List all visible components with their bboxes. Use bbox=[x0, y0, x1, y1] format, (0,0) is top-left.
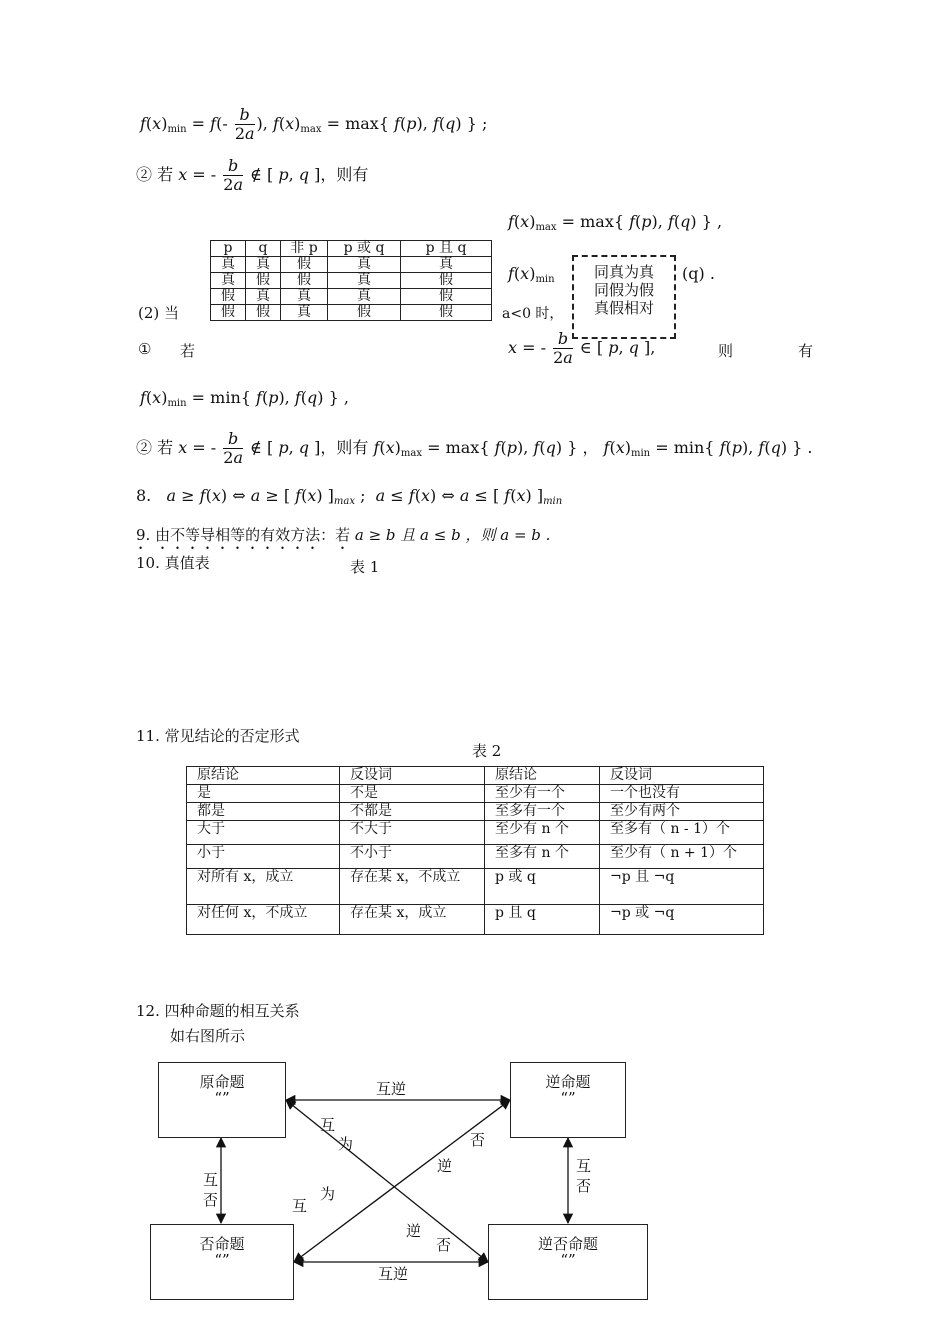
bottom-relation-label: 互逆 bbox=[378, 1265, 409, 1283]
table-row: 对所有 x，成立 存在某 x，不成立 p 或 q ¬p 且 ¬q bbox=[187, 869, 764, 905]
diag-label-wei-1: 为 bbox=[338, 1135, 354, 1153]
truth-table-header: p q 非 p p 或 q p 且 q bbox=[211, 241, 492, 257]
ze-label: 则 bbox=[718, 342, 734, 360]
table-row: 假 真 真 真 假 bbox=[211, 289, 492, 305]
formula-line-4-right: (q) . bbox=[682, 264, 715, 283]
table-row: 大于 不大于 至少有 n 个 至多有（ n - 1）个 bbox=[187, 821, 764, 845]
item-12: 12. 四种命题的相互关系 bbox=[136, 1002, 300, 1020]
table-2-caption: 表 2 bbox=[472, 742, 502, 760]
left-relation-label: 互 否 bbox=[203, 1171, 219, 1209]
box-converse-proposition: 逆命题 “” bbox=[510, 1062, 626, 1138]
item-9: 9. 由不等导相等的有效方法：若 a ≥ b 且 a ≤ b ，则 a = b . bbox=[136, 526, 551, 544]
table-row: 都是 不都是 至多有一个 至少有两个 bbox=[187, 803, 764, 821]
table-1-caption: 表 1 bbox=[350, 558, 380, 576]
box-inverse-proposition: 否命题 “” bbox=[150, 1224, 294, 1300]
formula-line-1: $f(x)_{min} = f(-$ $\frac{b}{2a}$ ), $f(x)_{max} = \max${ f(p), f(q) } ; bbox=[140, 105, 488, 143]
formula-line-5: x = - $\frac{b}{2a}$ ∈ [ p, q ], bbox=[508, 329, 656, 367]
table-row: 假 假 真 假 假 bbox=[211, 305, 492, 321]
diag-label-ni-2: 逆 bbox=[406, 1222, 422, 1240]
diag-label-hu-2: 互 bbox=[292, 1197, 308, 1215]
item-11: 11. 常见结论的否定形式 bbox=[136, 727, 300, 745]
item-12-sub: 如右图所示 bbox=[170, 1027, 246, 1045]
box-contrapositive-proposition: 逆否命题 “” bbox=[488, 1224, 648, 1300]
case-2-label: (2) 当 bbox=[138, 304, 180, 322]
diag-label-fou-1: 否 bbox=[470, 1131, 486, 1149]
a-lt-0-label: a<0 时， bbox=[502, 306, 564, 322]
formula-line-2: ② 若 x = - $\frac{b}{2a}$ ∉ [ p, q ]，则有 bbox=[136, 156, 369, 194]
formula-line-4-left: $f(x)_{min}$ bbox=[508, 264, 555, 285]
table-row: 真 真 假 真 真 bbox=[211, 257, 492, 273]
table-row: 小于 不小于 至多有 n 个 至少有（ n + 1）个 bbox=[187, 845, 764, 869]
diag-label-ni-1: 逆 bbox=[437, 1157, 453, 1175]
table-row: 是 不是 至少有一个 一个也没有 bbox=[187, 785, 764, 803]
diag-label-wei-2: 为 bbox=[320, 1185, 336, 1203]
diag-label-hu-1: 互 bbox=[320, 1116, 336, 1134]
item-8: 8. a ≥ f(x) ⇔ a ≥ [ f(x) ]$_{max}$ ; a ≤ f(x) ⇔ a ≤ [ f(x) ]$_{min}$ bbox=[136, 486, 563, 507]
formula-line-3: $f(x)_{max} = \max${ f(p), f(q) } , bbox=[508, 212, 723, 233]
table-row: 真 假 假 真 假 bbox=[211, 273, 492, 289]
diag-arrow-1 bbox=[286, 1100, 488, 1262]
right-relation-label: 互 否 bbox=[576, 1157, 592, 1195]
table-row: 对任何 x，不成立 存在某 x，成立 p 且 q ¬p 或 ¬q bbox=[187, 905, 764, 935]
truth-rule-box: 同真为真 同假为假 真假相对 bbox=[572, 255, 676, 339]
formula-line-7: ② 若 x = - $\frac{b}{2a}$ ∉ [ p, q ]，则有 $f(x)_{max} = \max${ f(p), f(q) } ， $f(x)_{min} = \min${ f(p), f(q) } . bbox=[136, 429, 813, 467]
circle-1-label: ① bbox=[138, 340, 152, 358]
item-10: 10. 真值表 bbox=[136, 554, 210, 572]
top-relation-label: 互逆 bbox=[376, 1080, 407, 1098]
ruo-label: 若 bbox=[180, 342, 196, 360]
you-label: 有 bbox=[798, 342, 814, 360]
formula-line-6: $f(x)_{min} = \min${ f(p), f(q) } , bbox=[140, 388, 349, 409]
negation-table-header: 原结论 反设词 原结论 反设词 bbox=[187, 767, 764, 785]
box-original-proposition: 原命题 “” bbox=[158, 1062, 286, 1138]
diag-label-fou-2: 否 bbox=[436, 1236, 452, 1254]
